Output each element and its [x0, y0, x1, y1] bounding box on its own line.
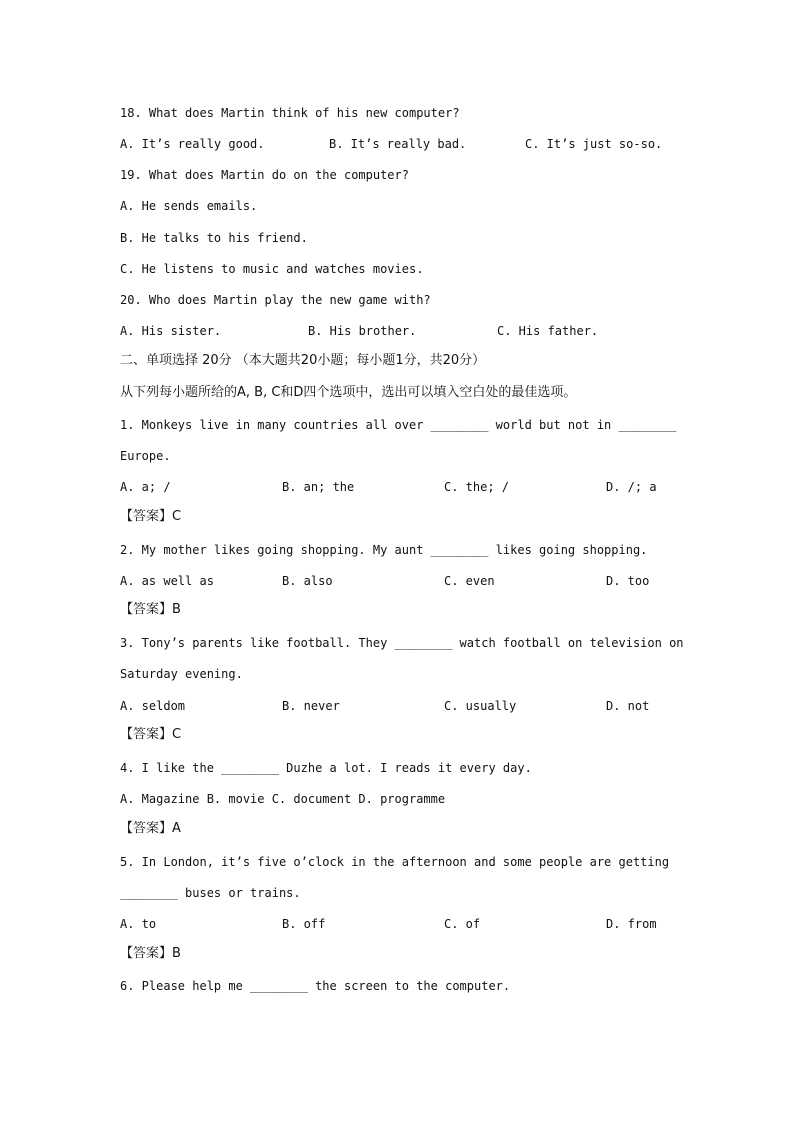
mc-5-option-a: A. to: [120, 917, 157, 931]
q18-option-a: A. It’s really good.: [120, 137, 265, 151]
mc-5-answer: 【答案】B: [120, 946, 181, 961]
mc-3-option-a: A. seldom: [120, 699, 186, 713]
mc-2-line-1: 2. My mother likes going shopping. My aunt ________ likes going shopping.: [120, 543, 648, 557]
mc-5-option-d: D. from: [606, 917, 657, 931]
section-instruction: 从下列每小题所给的A, B, C和D四个选项中，选出可以填入空白处的最佳选项。: [120, 385, 577, 400]
q19-option-b: B. He talks to his friend.: [120, 231, 308, 245]
mc-4-answer: 【答案】A: [120, 821, 181, 836]
q18-option-b: B. It’s really bad.: [329, 137, 467, 151]
mc-1-option-a: A. a; /: [120, 480, 171, 494]
mc-1-line-1: 1. Monkeys live in many countries all over ________ world but not in ________: [120, 418, 677, 432]
mc-2-option-c: C. even: [444, 574, 495, 588]
mc-3-option-b: B. never: [282, 699, 340, 713]
q19-option-c: C. He listens to music and watches movies.: [120, 262, 424, 276]
mc-3-answer: 【答案】C: [120, 727, 182, 742]
q18-option-c: C. It’s just so-so.: [525, 137, 663, 151]
mc-5-option-b: B. off: [282, 917, 326, 931]
q19-option-a: A. He sends emails.: [120, 199, 258, 213]
mc-3-option-d: D. not: [606, 699, 650, 713]
mc-2-answer: 【答案】B: [120, 602, 181, 617]
mc-1-option-c: C. the; /: [444, 480, 510, 494]
question-19: 19. What does Martin do on the computer?: [120, 168, 409, 182]
mc-2-option-d: D. too: [606, 574, 650, 588]
question-20: 20. Who does Martin play the new game with?: [120, 293, 431, 307]
q20-option-a: A. His sister.: [120, 324, 222, 338]
mc-6-line-1: 6. Please help me ________ the screen to the computer.: [120, 979, 511, 993]
section-heading: 二、单项选择 20分 （本大题共20小题；每小题1分，共20分）: [120, 353, 486, 368]
mc-1-line-2: Europe.: [120, 449, 171, 463]
mc-5-line-1: 5. In London, it’s five o’clock in the afternoon and some people are getting: [120, 855, 670, 869]
mc-5-option-c: C. of: [444, 917, 481, 931]
mc-1-option-d: D. /; a: [606, 480, 657, 494]
mc-4-options: A. Magazine B. movie C. document D. programme: [120, 792, 446, 806]
mc-3-line-1: 3. Tony’s parents like football. They ________ watch football on television on: [120, 636, 684, 650]
q20-option-b: B. His brother.: [308, 324, 417, 338]
question-18: 18. What does Martin think of his new computer?: [120, 106, 460, 120]
mc-1-option-b: B. an; the: [282, 480, 355, 494]
mc-2-option-a: A. as well as: [120, 574, 214, 588]
mc-2-option-b: B. also: [282, 574, 333, 588]
mc-3-option-c: C. usually: [444, 699, 517, 713]
mc-5-line-2: ________ buses or trains.: [120, 886, 301, 900]
q20-option-c: C. His father.: [497, 324, 599, 338]
mc-3-line-2: Saturday evening.: [120, 667, 243, 681]
mc-4-line-1: 4. I like the ________ Duzhe a lot. I reads it every day.: [120, 761, 532, 775]
mc-1-answer: 【答案】C: [120, 509, 182, 524]
